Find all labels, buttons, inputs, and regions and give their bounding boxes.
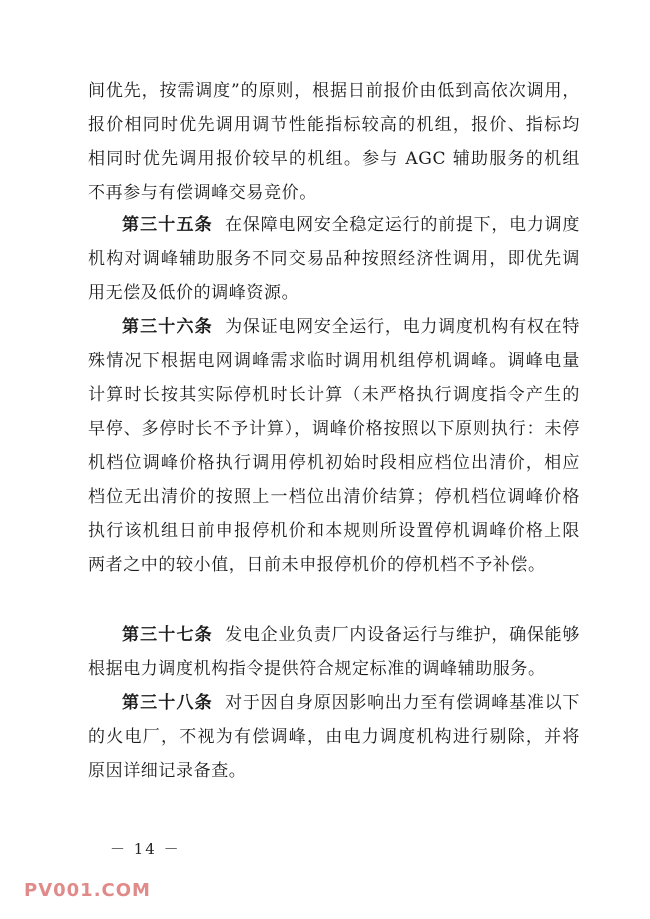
article-text: 发电企业负责厂内设备运行与维护，确保能够根据电力调度机构指令提供符合规定标准的调峰辅助服务。 <box>88 625 581 679</box>
article-text: 对于因自身原因影响出力至有偿调峰基准以下的火电厂，不视为有偿调峰，由电力调度机构进行剔除，并将原因详细记录备查。 <box>88 693 581 781</box>
article-37 <box>88 618 580 686</box>
article-35 <box>88 208 580 310</box>
article-label: 第三十八条 <box>122 693 213 713</box>
watermark-text: PV001.COM <box>24 880 151 901</box>
article-text: 在保障电网安全稳定运行的前提下，电力调度机构对调峰辅助服务不同交易品种按照经济性调用，即优先调用无偿及低价的调峰资源。 <box>88 215 581 303</box>
article-label: 第三十六条 <box>122 317 213 337</box>
article-text: 为保证电网安全运行，电力调度机构有权在特殊情况下根据电网调峰需求临时调用机组停机调峰。调峰电量计算时长按其实际停机时长计算（未严格执行调度指令产生的早停、多停时长不予计算），调峰价格按照以下原则执行：未停机档位调峰价格执行调用停机初始时段相应档位出清价，相应档位无出清价的按照上一档位出清价结算；停机档位调峰价格执行该机组日前申报停机价和本规则所设置停机调峰价格上限两者之中的较小值，日前未申报停机价的停机档不予补偿。 <box>88 317 581 575</box>
paragraph-text: 间优先，按需调度”的原则，根据日前报价由低到高依次调用，报价相同时优先调用调节性能指标较高的机组，报价、指标均相同时优先调用报价较早的机组。参与 AGC 辅助服务的机组不再参与有偿调峰交易竞价。 <box>88 81 580 203</box>
article-38 <box>88 686 580 788</box>
article-label: 第三十七条 <box>122 625 213 645</box>
article-label: 第三十五条 <box>122 215 213 235</box>
paragraph-continuation <box>88 74 580 210</box>
page-number: － 14 － <box>110 840 181 858</box>
article-36 <box>88 310 580 582</box>
